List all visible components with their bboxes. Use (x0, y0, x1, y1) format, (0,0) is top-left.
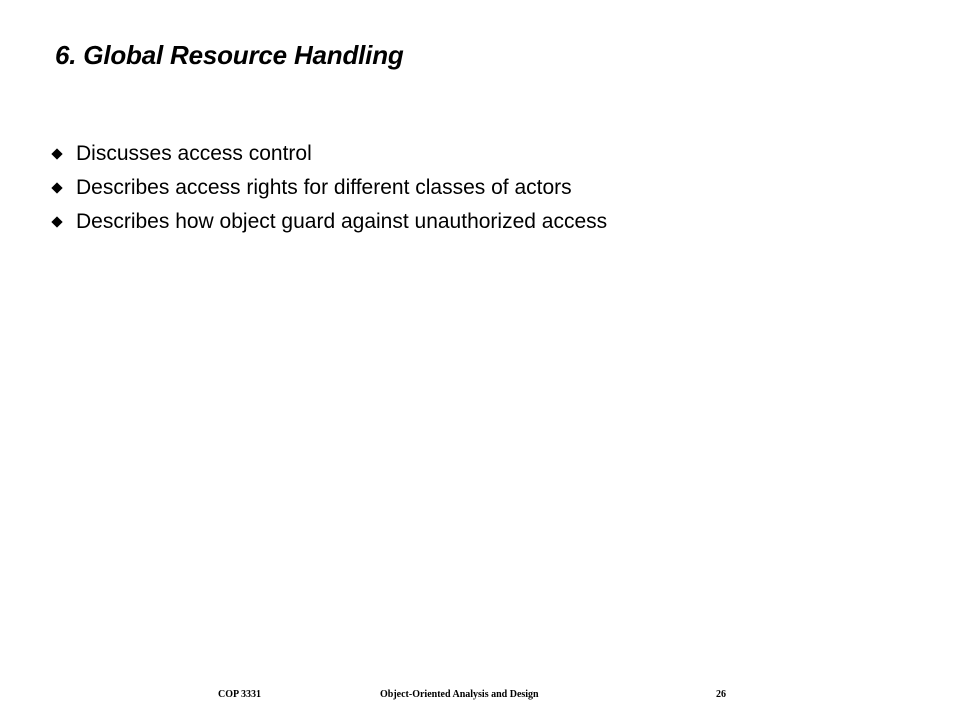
bullet-item (50, 171, 607, 205)
bullet-text: Discusses access control (76, 142, 312, 165)
bullet-text: Describes how object guard against unauthorized access (76, 210, 608, 233)
footer-course-title: Object-Oriented Analysis and Design (380, 689, 539, 700)
diamond-bullet-icon (51, 182, 62, 193)
footer-course: COP 3331 (218, 689, 262, 700)
bullet-item (50, 205, 607, 239)
footer-page-number: 26 (716, 689, 726, 700)
bullet-list (50, 137, 607, 239)
bullet-item (50, 137, 607, 171)
diamond-bullet-icon (51, 148, 62, 159)
bullet-text: Describes access rights for different classes of actors (76, 176, 572, 199)
slide-title: 6. Global Resource Handling (55, 40, 404, 70)
diamond-bullet-icon (51, 216, 62, 227)
